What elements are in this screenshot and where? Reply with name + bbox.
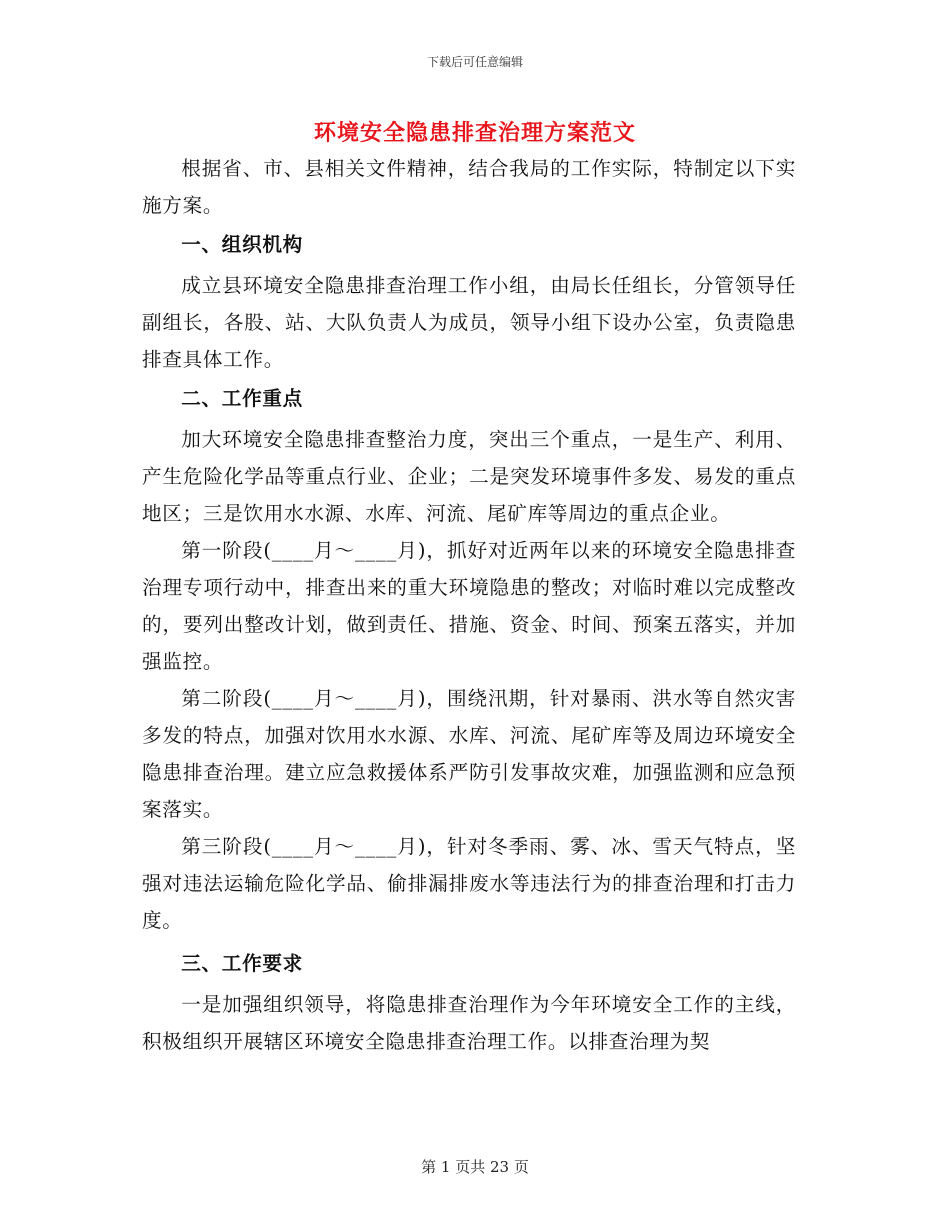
- section-paragraph: 加大环境安全隐患排查整治力度，突出三个重点，一是生产、利用、产生危险化学品等重点行业、企业；二是突发环境事件多发、易发的重点地区；三是饮用水水源、水库、河流、尾矿库等周边的重点企业。: [142, 428, 796, 525]
- intro-paragraph: 根据省、市、县相关文件精神，结合我局的工作实际，特制定以下实施方案。: [142, 157, 796, 217]
- section-paragraph: 一是加强组织领导，将隐患排查治理作为今年环境安全工作的主线，积极组织开展辖区环境安全隐患排查治理工作。以排查治理为契: [142, 993, 796, 1053]
- section-heading: 三、工作要求: [181, 952, 303, 975]
- document-body: [142, 150, 796, 1060]
- section-paragraph: 成立县环境安全隐患排查治理工作小组，由局长任组长，分管领导任副组长，各股、站、大队负责人为成员，领导小组下设办公室，负责隐患排查具体工作。: [142, 274, 796, 371]
- section-heading: 二、工作重点: [181, 387, 303, 410]
- document-title: 环境安全隐患排查治理方案范文: [313, 120, 636, 146]
- page-number-footer: 第 1 页共 23 页: [421, 1158, 529, 1176]
- section-paragraph: 第三阶段(____月～____月)，针对冬季雨、雾、冰、雪天气特点，坚强对违法运输危险化学品、偷排漏排废水等违法行为的排查治理和打击力度。: [142, 835, 796, 932]
- header-note: 下载后可任意编辑: [426, 55, 523, 69]
- section-heading: 一、组织机构: [181, 233, 303, 256]
- section-paragraph: 第一阶段(____月～____月)，抓好对近两年以来的环境安全隐患排查治理专项行动中，排查出来的重大环境隐患的整改；对临时难以完成整改的，要列出整改计划，做到责任、措施、资金、时间、预案五落实，并加强监控。: [142, 539, 796, 673]
- section-paragraph: 第二阶段(____月～____月)，围绕汛期，针对暴雨、洪水等自然灾害多发的特点，加强对饮用水水源、水库、河流、尾矿库等及周边环境安全隐患排查治理。建立应急救援体系严防引发事故灾难，加强监测和应急预案落实。: [142, 687, 796, 821]
